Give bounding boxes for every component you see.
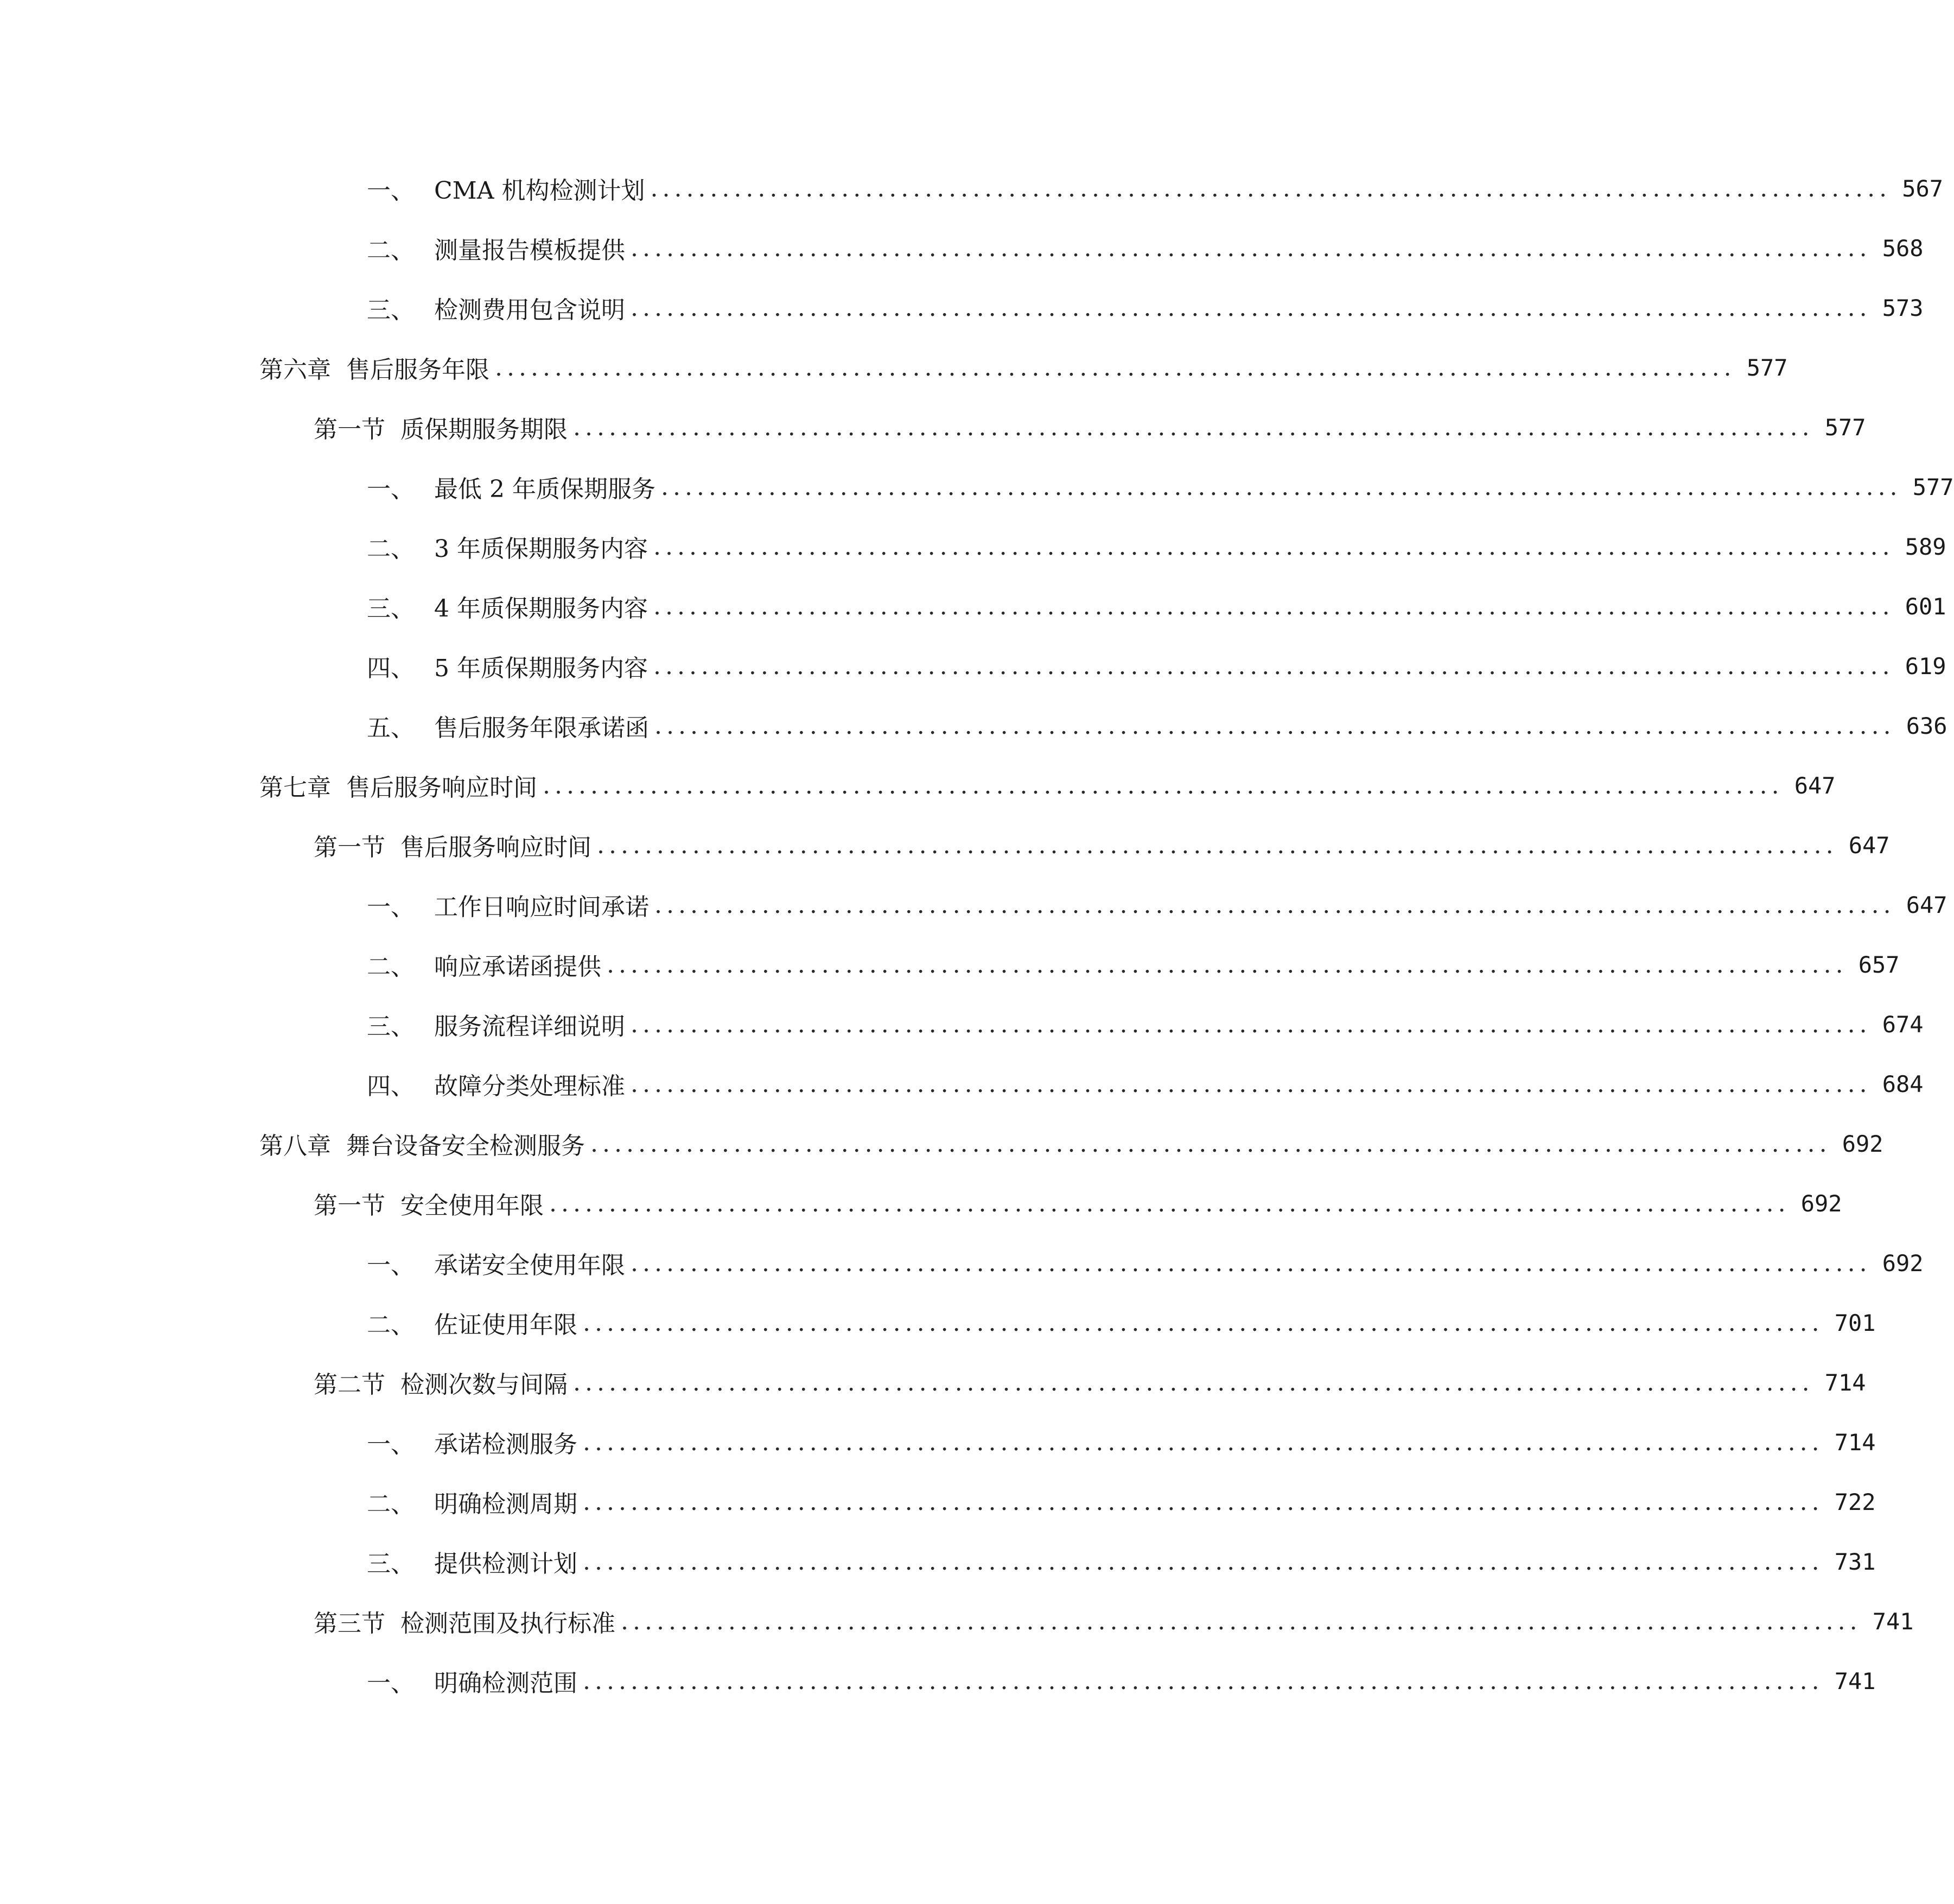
dot-leader: ........................................................................................................ (653, 652, 1894, 680)
toc-marker: 第二节 (314, 1371, 385, 1399)
toc-item[interactable] (0, 1412, 1876, 1472)
toc-title: 提供检测计划 (434, 1550, 577, 1578)
dot-leader: ........................................................................................................ (631, 294, 1872, 322)
toc-marker: 一、 (367, 1431, 415, 1458)
toc-marker: 一、 (367, 475, 415, 503)
toc-item[interactable] (0, 1651, 1876, 1711)
toc-item[interactable] (0, 218, 1924, 278)
toc-chapter[interactable] (0, 756, 1836, 815)
toc-page-number: 619 (1905, 652, 1946, 680)
dot-leader: ........................................................................................................ (573, 413, 1814, 441)
dot-leader: ........................................................................................................ (495, 353, 1736, 382)
toc-marker: 二、 (367, 237, 415, 264)
dot-leader: ........................................................................................................ (654, 891, 1895, 919)
toc-page-number: 692 (1842, 1130, 1883, 1157)
toc-title: 明确检测周期 (434, 1490, 577, 1518)
table-of-contents (0, 158, 1954, 1711)
toc-title: 3 年质保期服务内容 (434, 535, 648, 563)
toc-page-number: 601 (1905, 593, 1946, 620)
toc-title: 测量报告模板提供 (434, 237, 625, 264)
toc-page-number: 741 (1834, 1667, 1876, 1694)
toc-marker: 第七章 (259, 774, 331, 802)
toc-section[interactable] (0, 1353, 1866, 1412)
toc-page-number: 722 (1834, 1488, 1876, 1515)
toc-item[interactable] (0, 1054, 1924, 1114)
toc-page-number: 731 (1834, 1548, 1876, 1575)
toc-marker: 二、 (367, 1490, 415, 1518)
toc-page-number: 568 (1882, 234, 1924, 262)
toc-marker: 三、 (367, 1550, 415, 1578)
toc-page-number: 647 (1848, 832, 1890, 859)
toc-title: 检测费用包含说明 (434, 296, 625, 324)
toc-marker: 四、 (367, 1072, 415, 1100)
toc-page-number: 741 (1872, 1608, 1914, 1635)
toc-marker: 第一节 (314, 834, 385, 861)
toc-item[interactable] (0, 1532, 1876, 1591)
toc-title: 最低 2 年质保期服务 (434, 475, 655, 503)
toc-marker: 三、 (367, 595, 415, 623)
toc-item[interactable] (0, 576, 1946, 636)
toc-title: 售后服务年限承诺函 (434, 714, 649, 742)
toc-title: 检测范围及执行标准 (400, 1610, 615, 1638)
dot-leader: ........................................................................................................ (654, 712, 1895, 740)
toc-title: 承诺检测服务 (434, 1431, 577, 1458)
toc-section[interactable] (0, 1591, 1914, 1651)
toc-page-number: 577 (1824, 414, 1866, 441)
toc-title: 4 年质保期服务内容 (434, 595, 648, 623)
toc-title: 舞台设备安全检测服务 (346, 1132, 585, 1160)
toc-title: 售后服务年限 (346, 356, 489, 384)
toc-page-number: 657 (1858, 951, 1900, 978)
toc-item[interactable] (0, 457, 1954, 517)
toc-item[interactable] (0, 994, 1924, 1054)
dot-leader: ........................................................................................................ (650, 174, 1892, 202)
toc-item[interactable] (0, 1233, 1924, 1293)
dot-leader: ........................................................................................................ (573, 1368, 1814, 1397)
toc-section[interactable] (0, 397, 1866, 457)
dot-leader: ........................................................................................................ (653, 532, 1894, 561)
dot-leader: ........................................................................................................ (590, 1129, 1831, 1158)
dot-leader: ........................................................................................................ (583, 1667, 1824, 1695)
toc-marker: 第六章 (259, 356, 331, 384)
toc-title: 售后服务响应时间 (400, 834, 591, 861)
toc-chapter[interactable] (0, 1114, 1883, 1173)
dot-leader: ........................................................................................................ (583, 1428, 1824, 1456)
toc-title: 响应承诺函提供 (434, 953, 601, 981)
dot-leader: ........................................................................................................ (549, 1189, 1790, 1217)
toc-title: 明确检测范围 (434, 1670, 577, 1697)
toc-page-number: 577 (1912, 473, 1954, 500)
toc-marker: 三、 (367, 296, 415, 324)
toc-section[interactable] (0, 815, 1890, 875)
toc-item[interactable] (0, 875, 1947, 935)
toc-page-number: 577 (1746, 354, 1788, 381)
toc-page-number: 647 (1794, 772, 1836, 799)
toc-item[interactable] (0, 696, 1947, 756)
dot-leader: ........................................................................................................ (631, 234, 1872, 262)
toc-item[interactable] (0, 935, 1900, 994)
toc-page-number: 636 (1906, 712, 1947, 739)
toc-page-number: 714 (1834, 1429, 1876, 1456)
toc-item[interactable] (0, 636, 1946, 696)
toc-marker: 一、 (367, 1670, 415, 1697)
toc-page-number: 692 (1882, 1249, 1924, 1277)
toc-marker: 第八章 (259, 1132, 331, 1160)
toc-marker: 一、 (367, 893, 415, 921)
toc-title: 售后服务响应时间 (346, 774, 537, 802)
toc-title: 质保期服务期限 (400, 416, 568, 443)
toc-title: 故障分类处理标准 (434, 1072, 625, 1100)
toc-item[interactable] (0, 1472, 1876, 1532)
toc-marker: 二、 (367, 1311, 415, 1339)
toc-title: 佐证使用年限 (434, 1311, 577, 1339)
toc-marker: 四、 (367, 655, 415, 682)
toc-item[interactable] (0, 1293, 1876, 1353)
dot-leader: ........................................................................................................ (607, 950, 1848, 979)
toc-chapter[interactable] (0, 338, 1788, 397)
toc-marker: 一、 (367, 1252, 415, 1279)
toc-page-number: 589 (1905, 533, 1946, 560)
toc-page-number: 573 (1882, 294, 1924, 321)
dot-leader: ........................................................................................................ (621, 1607, 1862, 1635)
dot-leader: ........................................................................................................ (653, 592, 1894, 620)
toc-marker: 五、 (367, 714, 415, 742)
dot-leader: ........................................................................................................ (660, 473, 1902, 501)
toc-title: 工作日响应时间承诺 (434, 893, 649, 921)
dot-leader: ........................................................................................................ (631, 1010, 1872, 1038)
toc-page-number: 647 (1906, 891, 1947, 918)
dot-leader: ........................................................................................................ (583, 1488, 1824, 1516)
toc-marker: 第一节 (314, 416, 385, 443)
toc-marker: 三、 (367, 1013, 415, 1040)
toc-marker: 一、 (367, 177, 415, 205)
dot-leader: ........................................................................................................ (597, 831, 1838, 859)
toc-page-number: 684 (1882, 1070, 1924, 1097)
toc-title: 安全使用年限 (400, 1192, 544, 1220)
dot-leader: ........................................................................................................ (583, 1309, 1824, 1337)
toc-page-number: 674 (1882, 1011, 1924, 1038)
toc-page-number: 701 (1834, 1309, 1876, 1336)
toc-item[interactable] (0, 517, 1946, 576)
toc-marker: 二、 (367, 535, 415, 563)
toc-item[interactable] (0, 158, 1944, 218)
toc-title: CMA 机构检测计划 (434, 177, 645, 205)
toc-marker: 第一节 (314, 1192, 385, 1220)
toc-title: 检测次数与间隔 (400, 1371, 568, 1399)
dot-leader: ........................................................................................................ (583, 1547, 1824, 1576)
toc-page-number: 714 (1824, 1369, 1866, 1396)
toc-page-number: 692 (1800, 1190, 1842, 1217)
toc-marker: 二、 (367, 953, 415, 981)
dot-leader: ........................................................................................................ (631, 1070, 1872, 1098)
toc-title: 服务流程详细说明 (434, 1013, 625, 1040)
toc-section[interactable] (0, 1173, 1842, 1233)
toc-item[interactable] (0, 278, 1924, 338)
toc-title: 5 年质保期服务内容 (434, 655, 648, 682)
toc-page-number: 567 (1902, 175, 1944, 202)
dot-leader: ........................................................................................................ (631, 1249, 1872, 1277)
toc-marker: 第三节 (314, 1610, 385, 1638)
dot-leader: ........................................................................................................ (543, 771, 1784, 799)
toc-title: 承诺安全使用年限 (434, 1252, 625, 1279)
